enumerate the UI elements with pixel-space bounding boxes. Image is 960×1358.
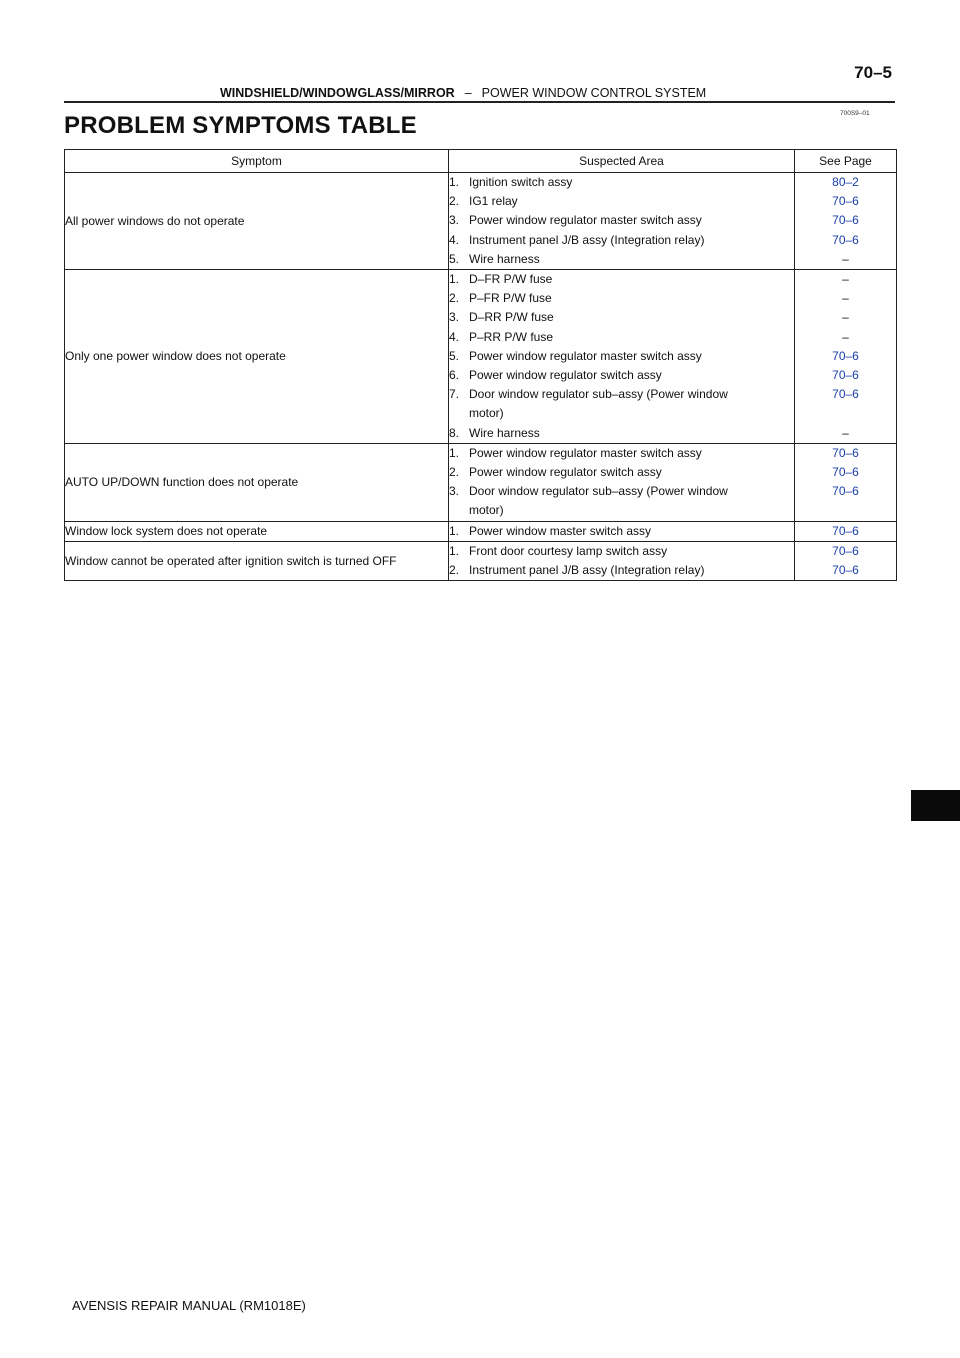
page-reference-none: – <box>842 291 849 306</box>
item-text: P–FR P/W fuse <box>469 291 552 306</box>
suspected-area-cell <box>449 443 795 521</box>
page-reference-none: – <box>842 329 849 344</box>
suspected-area-cell <box>449 541 795 580</box>
line-spacer <box>795 404 896 423</box>
item-text: D–FR P/W fuse <box>469 272 553 287</box>
item-number: 4. <box>449 329 460 344</box>
column-header-see-page: See Page <box>795 150 897 173</box>
item-number: 1. <box>449 272 460 287</box>
item-text: Power window master switch assy <box>469 523 652 538</box>
suspected-area-item <box>449 308 794 327</box>
see-page-cell <box>795 541 897 580</box>
item-text: Door window regulator sub–assy (Power window <box>469 387 728 402</box>
suspected-area-item <box>449 173 794 192</box>
item-number: 3. <box>449 484 460 499</box>
page-reference-link[interactable]: 70–6 <box>832 445 859 460</box>
doc-code: 700S9–01 <box>840 110 870 117</box>
item-number: 3. <box>449 310 460 325</box>
page-reference-link[interactable]: 80–2 <box>832 175 859 189</box>
page-reference-none: – <box>842 310 849 325</box>
table-header-row <box>65 150 897 173</box>
suspected-area-item <box>449 211 794 230</box>
item-text: Instrument panel J/B assy (Integration relay) <box>469 563 705 578</box>
running-header <box>220 86 706 100</box>
column-header-symptom: Symptom <box>65 150 449 173</box>
page-reference-link[interactable]: 70–6 <box>832 232 859 247</box>
page-number: 70–5 <box>854 63 892 82</box>
see-page-cell <box>795 270 897 444</box>
header-subsection: POWER WINDOW CONTROL SYSTEM <box>481 86 707 100</box>
suspected-area-item <box>449 385 794 404</box>
item-number: 2. <box>449 291 460 306</box>
item-text: Wire harness <box>469 251 540 266</box>
page-reference-none: – <box>842 272 849 287</box>
problem-symptoms-table <box>64 149 897 581</box>
item-number: 8. <box>449 425 460 440</box>
page-reference-link[interactable]: 70–6 <box>832 543 859 558</box>
suspected-area-item <box>449 192 794 211</box>
suspected-area-item <box>449 289 794 308</box>
table-row <box>65 173 897 270</box>
column-header-suspected-area: Suspected Area <box>449 150 795 173</box>
see-page-cell <box>795 173 897 270</box>
page-reference-link[interactable]: 70–6 <box>832 368 859 383</box>
item-text: Instrument panel J/B assy (Integration relay) <box>469 232 705 247</box>
footer: AVENSIS REPAIR MANUAL (RM1018E) <box>72 1298 306 1313</box>
line-spacer <box>795 501 896 520</box>
suspected-area-item <box>449 542 794 561</box>
suspected-area-item <box>449 561 794 580</box>
header-rule <box>64 101 895 103</box>
item-number: 2. <box>449 465 460 480</box>
item-text: Power window regulator master switch assy <box>469 213 702 228</box>
symptom-cell: Window lock system does not operate <box>65 521 449 541</box>
page-reference-link[interactable]: 70–6 <box>832 484 859 499</box>
item-number: 6. <box>449 368 460 383</box>
suspected-area-item <box>449 231 794 250</box>
item-number: 3. <box>449 213 460 228</box>
item-number: 2. <box>449 194 460 209</box>
page-reference-none: – <box>842 425 849 440</box>
suspected-area-item <box>449 522 794 541</box>
item-text: Ignition switch assy <box>469 175 573 189</box>
item-number: 5. <box>449 348 460 363</box>
item-text: Wire harness <box>469 425 540 440</box>
header-section: WINDSHIELD/WINDOWGLASS/MIRROR <box>220 86 455 100</box>
see-page-cell <box>795 521 897 541</box>
item-text: D–RR P/W fuse <box>469 310 554 325</box>
suspected-area-item <box>449 328 794 347</box>
section-tab-marker <box>911 790 960 821</box>
page-reference-link[interactable]: 70–6 <box>832 348 859 363</box>
suspected-area-cell <box>449 270 795 444</box>
item-text: Power window regulator master switch assy <box>469 348 702 363</box>
header-dash: – <box>464 86 472 100</box>
suspected-area-item <box>449 482 794 501</box>
page-reference-link[interactable]: 70–6 <box>832 465 859 480</box>
item-number: 1. <box>449 175 460 189</box>
item-text: Power window regulator switch assy <box>469 465 662 480</box>
see-page-cell <box>795 443 897 521</box>
item-number: 1. <box>449 543 460 558</box>
suspected-area-cell <box>449 521 795 541</box>
item-number: 7. <box>449 387 460 402</box>
suspected-area-item <box>449 347 794 366</box>
page-reference-link[interactable]: 70–6 <box>832 213 859 228</box>
suspected-area-item <box>449 424 794 443</box>
table-body <box>65 173 897 581</box>
table-row <box>65 521 897 541</box>
item-text: IG1 relay <box>469 194 518 209</box>
page-reference-link[interactable]: 70–6 <box>832 523 859 538</box>
page-title: PROBLEM SYMPTOMS TABLE <box>64 112 417 139</box>
page-reference-link[interactable]: 70–6 <box>832 563 859 578</box>
item-number: 4. <box>449 232 460 247</box>
item-number: 2. <box>449 563 460 578</box>
item-number: 1. <box>449 523 460 538</box>
symptom-cell: Only one power window does not operate <box>65 270 449 444</box>
item-number: 1. <box>449 445 460 460</box>
suspected-area-item <box>449 463 794 482</box>
page-reference-none: – <box>842 251 849 266</box>
item-text-continuation: motor) <box>469 503 504 518</box>
item-text: Power window regulator switch assy <box>469 368 662 383</box>
symptom-cell: All power windows do not operate <box>65 173 449 270</box>
suspected-area-item <box>449 250 794 269</box>
symptom-cell: AUTO UP/DOWN function does not operate <box>65 443 449 521</box>
item-text: Door window regulator sub–assy (Power window <box>469 484 728 499</box>
page-reference-link[interactable]: 70–6 <box>832 387 859 402</box>
table-row <box>65 443 897 521</box>
table-row <box>65 541 897 580</box>
item-number: 5. <box>449 251 460 266</box>
symptom-cell: Window cannot be operated after ignition switch is turned OFF <box>65 541 449 580</box>
item-text-continuation: motor) <box>469 406 504 421</box>
table-row <box>65 270 897 444</box>
suspected-area-item <box>449 444 794 463</box>
page-reference-link[interactable]: 70–6 <box>832 194 859 209</box>
item-text: Front door courtesy lamp switch assy <box>469 543 668 558</box>
item-text: P–RR P/W fuse <box>469 329 554 344</box>
suspected-area-cell <box>449 173 795 270</box>
item-text: Power window regulator master switch assy <box>469 445 702 460</box>
suspected-area-item <box>449 366 794 385</box>
suspected-area-item <box>449 270 794 289</box>
